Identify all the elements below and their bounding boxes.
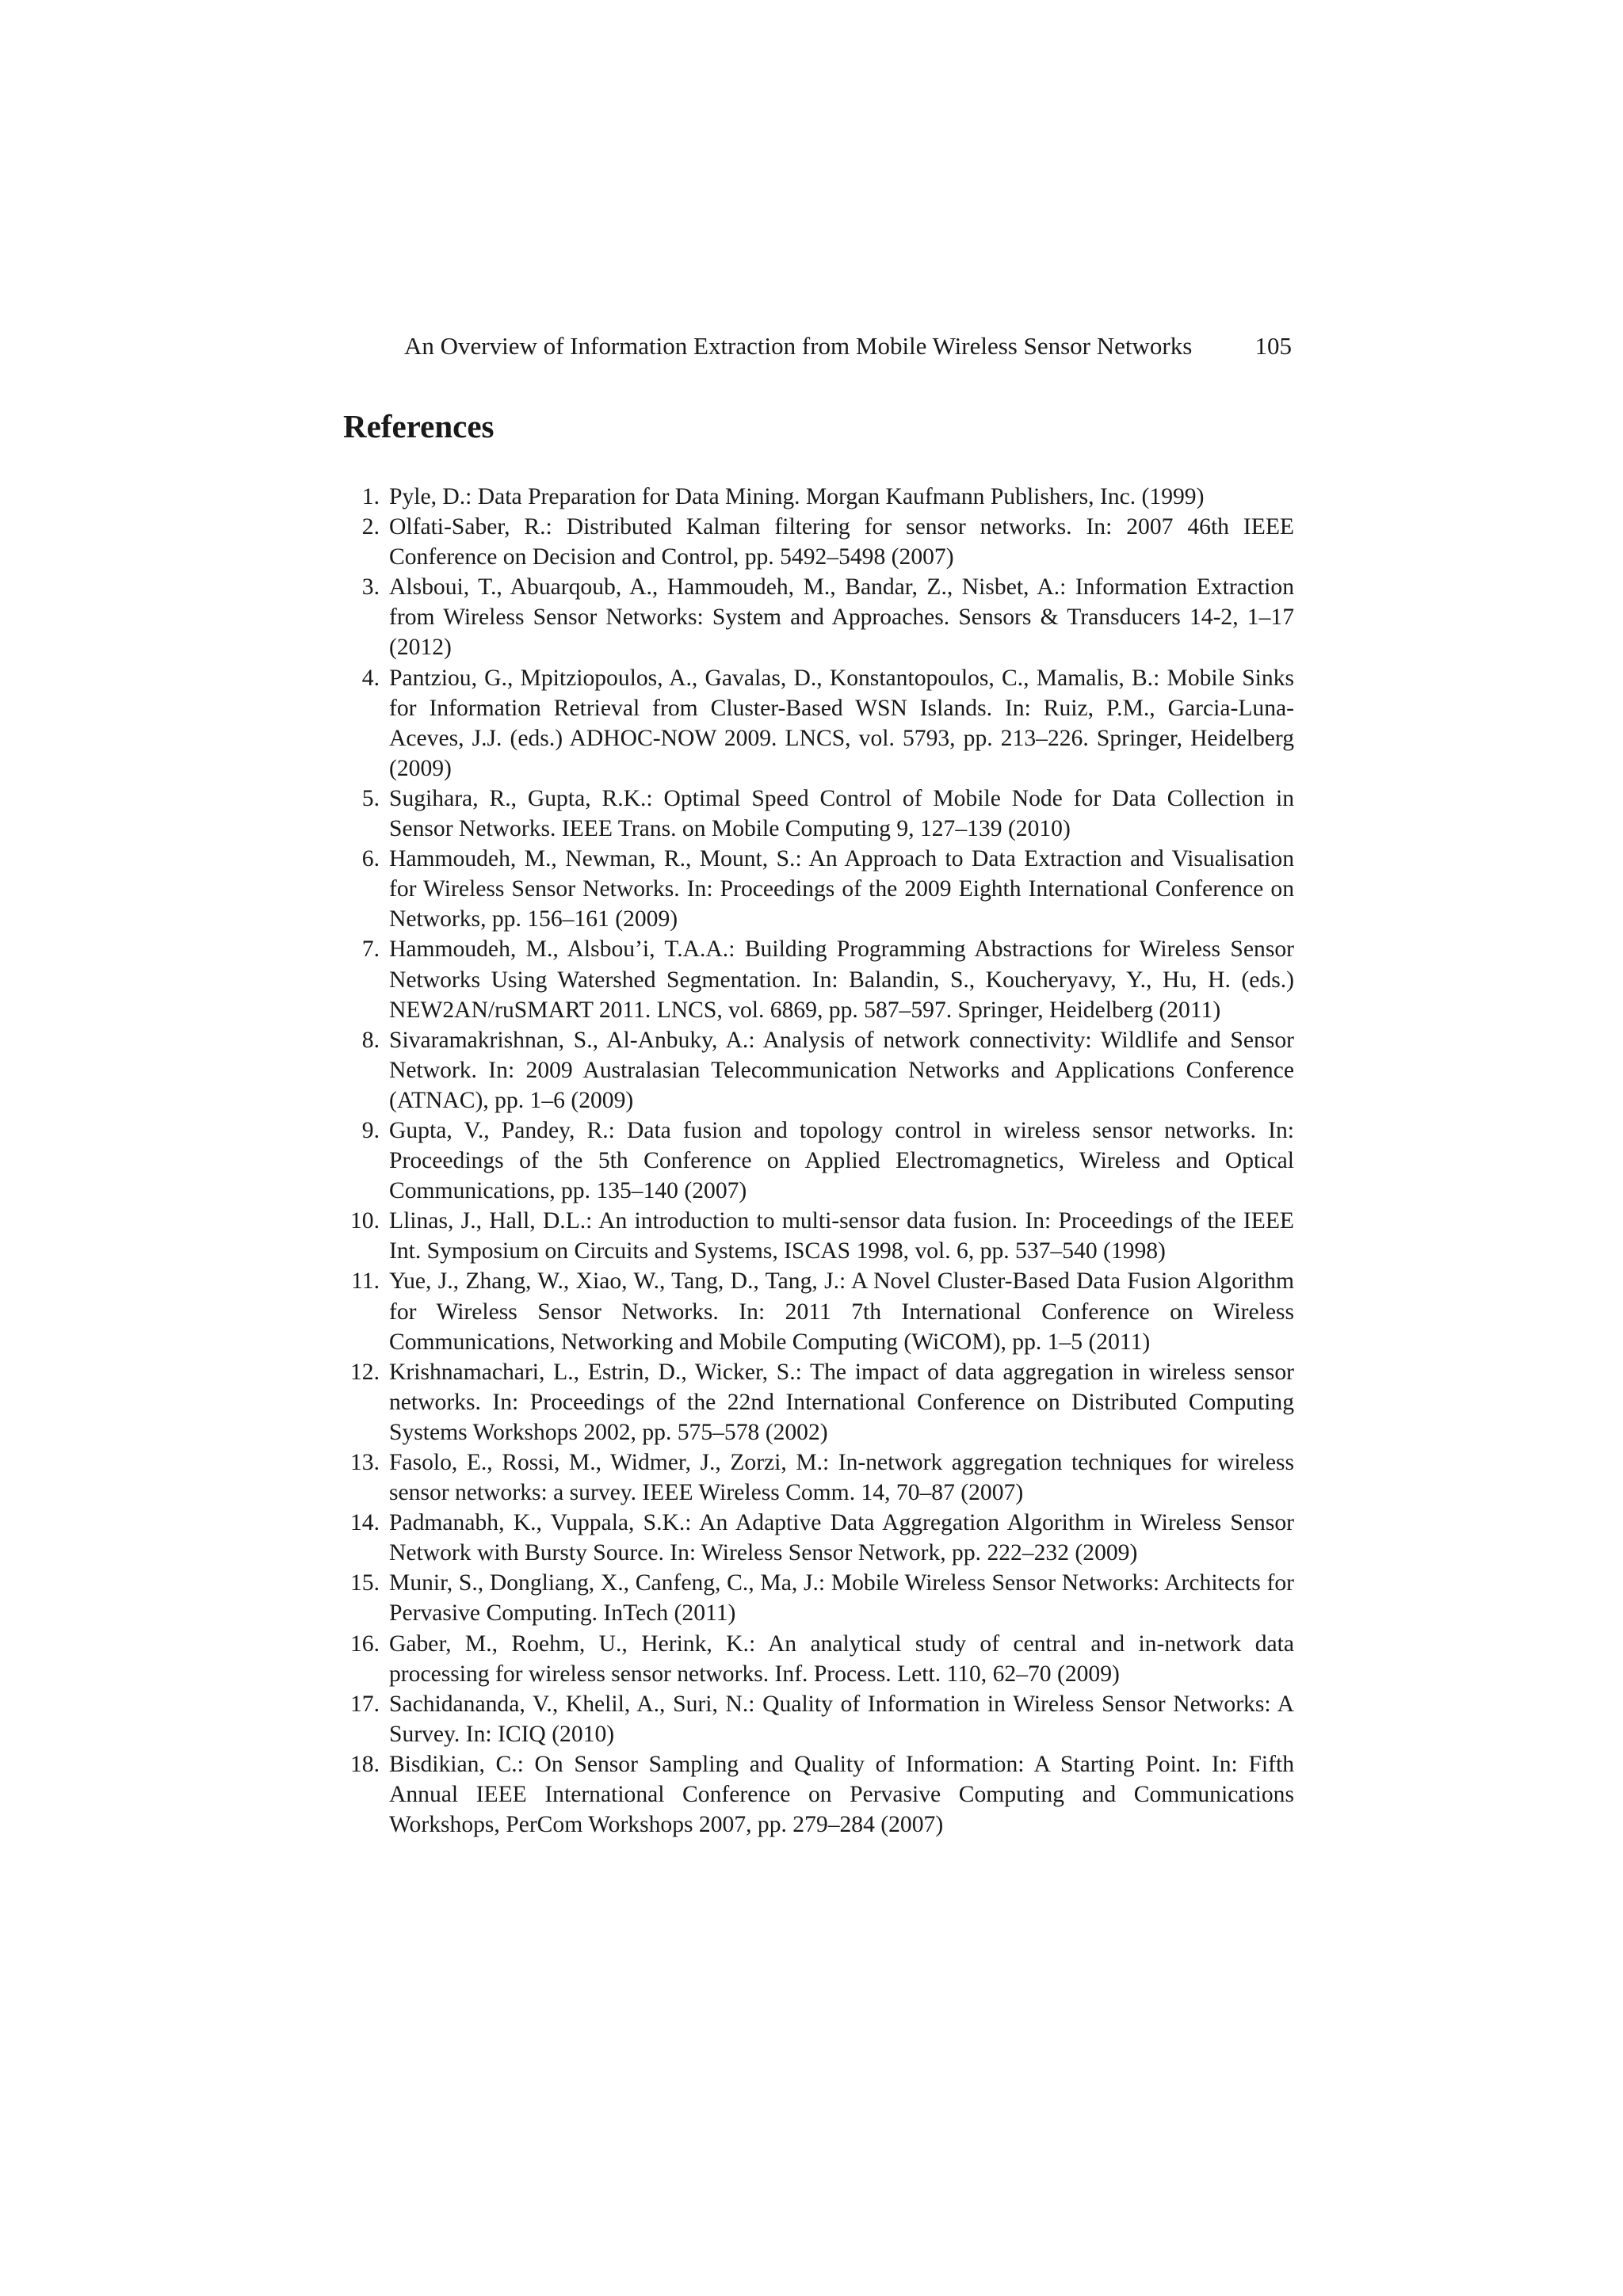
reference-number: 6. (361, 846, 380, 872)
reference-item (343, 934, 1294, 1024)
reference-item (343, 482, 1294, 512)
reference-text: Yue, J., Zhang, W., Xiao, W., Tang, D., Tang, J.: A Novel Cluster-Based Data Fusion Algorithm for Wireless Sensor Networks. In: 2011 7th International Conference on Wireless Communications, Networking and Mobile Computing (WiCOM), pp. 1–5 (2011) (389, 1268, 1294, 1355)
reference-item (343, 1025, 1294, 1116)
reference-item (343, 1689, 1294, 1749)
reference-text: Sugihara, R., Gupta, R.K.: Optimal Speed Control of Mobile Node for Data Collection in Sensor Networks. IEEE Trans. on Mobile Computing 9, 127–139 (2010) (389, 785, 1294, 842)
section-title: References (343, 408, 495, 444)
reference-number: 1. (361, 484, 380, 509)
reference-text: Krishnamachari, L., Estrin, D., Wicker, S.: The impact of data aggregation in wireless sensor networks. In: Proceedings of the 22nd International Conference on Distributed Computing Systems Workshops 2002, pp. 575–578 (2002) (389, 1359, 1294, 1445)
reference-number: 16. (350, 1630, 380, 1657)
reference-text: Alsboui, T., Abuarqoub, A., Hammoudeh, M., Bandar, Z., Nisbet, A.: Information Extraction from Wireless Sensor Networks: System and Approaches. Sensors & Transducers 14-2, 1–17 (2012) (389, 574, 1294, 661)
reference-number: 10. (350, 1208, 380, 1234)
reference-number: 13. (350, 1450, 380, 1475)
reference-text: Fasolo, E., Rossi, M., Widmer, J., Zorzi, M.: In-network aggregation techniques for wireless sensor networks: a survey. IEEE Wireless Comm. 14, 70–87 (2007) (389, 1450, 1294, 1506)
reference-number: 5. (361, 785, 380, 811)
reference-list (343, 482, 1294, 1840)
reference-text: Padmanabh, K., Vuppala, S.K.: An Adaptive Data Aggregation Algorithm in Wireless Sensor Network with Bursty Source. In: Wireless Sensor Network, pp. 222–232 (2009) (389, 1510, 1294, 1566)
reference-item (343, 1749, 1294, 1840)
reference-text: Sachidananda, V., Khelil, A., Suri, N.: Quality of Information in Wireless Sensor Networks: A Survey. In: ICIQ (2010) (389, 1691, 1294, 1747)
reference-number: 18. (350, 1751, 380, 1777)
running-title: An Overview of Information Extraction from Mobile Wireless Sensor Networks (404, 332, 1193, 360)
reference-number: 7. (361, 936, 380, 963)
reference-item (343, 1629, 1294, 1689)
reference-text: Pantziou, G., Mpitziopoulos, A., Gavalas, D., Konstantopoulos, C., Mamalis, B.: Mobile Sinks for Information Retrieval from Cluster-Based WSN Islands. In: Ruiz, P.M., Garcia-Luna-Aceves, J.J. (eds.) ADHOC-NOW 2009. LNCS, vol. 5793, pp. 213–226. Springer, Heidelberg (2009) (389, 665, 1294, 781)
reference-number: 3. (361, 574, 380, 601)
reference-item (343, 784, 1294, 844)
reference-text: Llinas, J., Hall, D.L.: An introduction to multi-sensor data fusion. In: Proceedings of the IEEE Int. Symposium on Circuits and Systems, ISCAS 1998, vol. 6, pp. 537–540 (1998) (389, 1208, 1294, 1264)
reference-text: Gupta, V., Pandey, R.: Data fusion and topology control in wireless sensor networks. In: Proceedings of the 5th Conference on Applied Electromagnetics, Wireless and Optical Communications, pp. 135–140 (2007) (389, 1117, 1294, 1204)
reference-item (343, 1447, 1294, 1508)
reference-text: Hammoudeh, M., Alsbou’i, T.A.A.: Building Programming Abstractions for Wireless Sensor Networks Using Watershed Segmentation. In: Balandin, S., Koucheryavy, Y., Hu, H. (eds.) NEW2AN/ruSMART 2011. LNCS, vol. 6869, pp. 587–597. Springer, Heidelberg (2011) (389, 936, 1294, 1023)
reference-number: 9. (361, 1117, 380, 1143)
reference-number: 12. (350, 1359, 380, 1385)
reference-number: 17. (350, 1691, 380, 1717)
reference-number: 8. (361, 1027, 380, 1053)
reference-item (343, 1357, 1294, 1447)
reference-text: Pyle, D.: Data Preparation for Data Mining. Morgan Kaufmann Publishers, Inc. (1999) (389, 484, 1205, 509)
reference-number: 14. (350, 1510, 380, 1536)
reference-number: 2. (361, 514, 380, 540)
reference-number: 15. (350, 1570, 380, 1596)
reference-item (343, 512, 1294, 572)
reference-item (343, 844, 1294, 934)
reference-item (343, 1116, 1294, 1206)
reference-item (343, 1508, 1294, 1568)
reference-item (343, 663, 1294, 784)
reference-number: 4. (361, 665, 380, 691)
reference-text: Gaber, M., Roehm, U., Herink, K.: An analytical study of central and in-network data processing for wireless sensor networks. Inf. Process. Lett. 110, 62–70 (2009) (389, 1630, 1294, 1687)
reference-item (343, 1266, 1294, 1356)
reference-text: Munir, S., Dongliang, X., Canfeng, C., Ma, J.: Mobile Wireless Sensor Networks: Architects for Pervasive Computing. InTech (2011) (389, 1570, 1294, 1627)
reference-item (343, 1206, 1294, 1266)
reference-text: Sivaramakrishnan, S., Al-Anbuky, A.: Analysis of network connectivity: Wildlife and Sensor Network. In: 2009 Australasian Telecommunication Networks and Applications Conference (ATNAC), pp. 1–6 (2009) (389, 1027, 1294, 1113)
reference-text: Hammoudeh, M., Newman, R., Mount, S.: An Approach to Data Extraction and Visualisation for Wireless Sensor Networks. In: Proceedings of the 2009 Eighth International Conference on Networks, pp. 156–161 (2009) (389, 846, 1294, 933)
page-number: 105 (1254, 332, 1292, 360)
reference-number: 11. (351, 1268, 380, 1295)
reference-text: Olfati-Saber, R.: Distributed Kalman filtering for sensor networks. In: 2007 46th IEEE Conference on Decision and Control, pp. 5492–5498 (2007) (389, 514, 1294, 570)
reference-item (343, 572, 1294, 662)
reference-text: Bisdikian, C.: On Sensor Sampling and Quality of Information: A Starting Point. In: Fifth Annual IEEE International Conference on Pervasive Computing and Communications Workshops, PerCom Workshops 2007, pp. 279–284 (2007) (389, 1751, 1294, 1838)
reference-item (343, 1568, 1294, 1628)
